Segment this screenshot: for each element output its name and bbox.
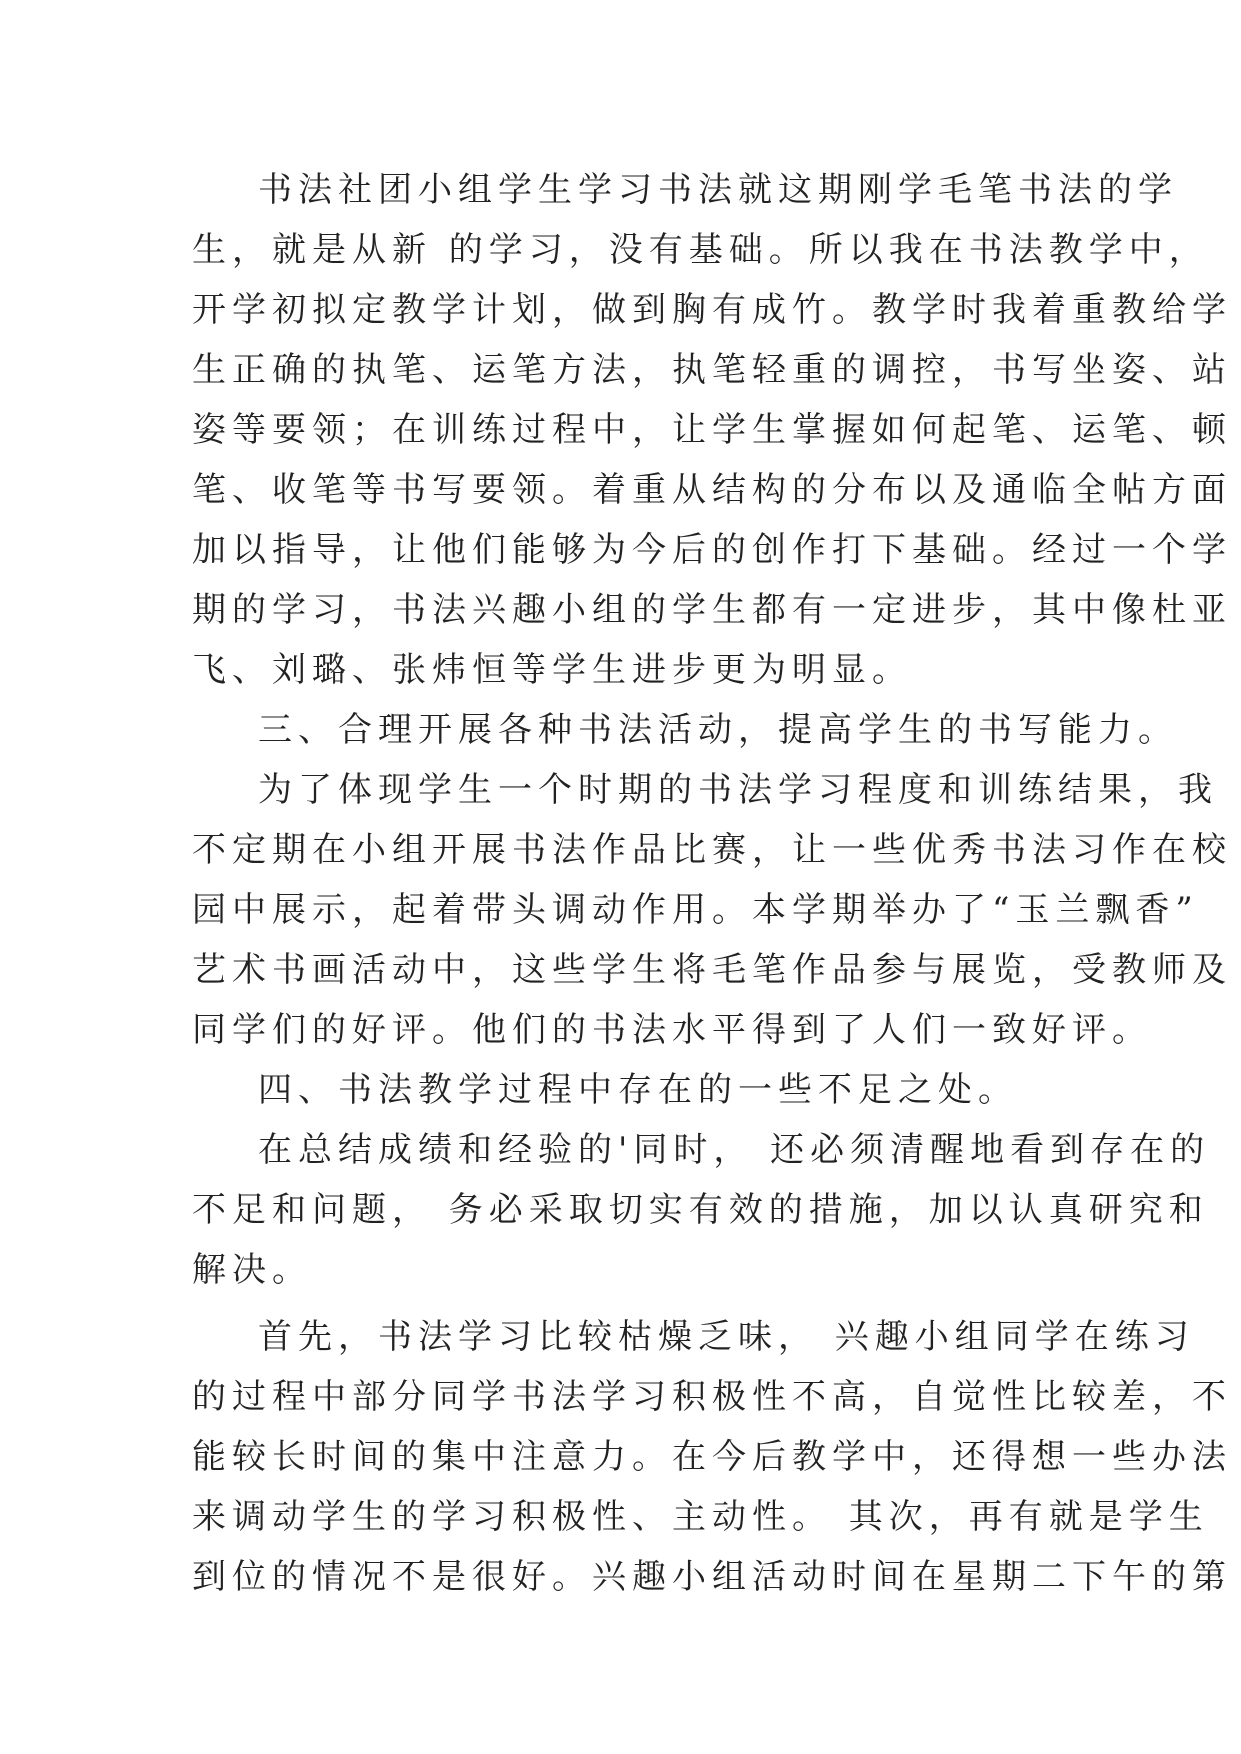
paragraph-line: 开学初拟定教学计划，做到胸有成竹。教学时我着重教给学 bbox=[192, 290, 1232, 330]
paragraph-line: 首先，书法学习比较枯燥乏味， 兴趣小组同学在练习 bbox=[258, 1317, 1195, 1357]
paragraph-line: 艺术书画活动中，这些学生将毛笔作品参与展览，受教师及 bbox=[192, 950, 1232, 990]
paragraph-line: 在总结成绩和经验的'同时， 还必须清醒地看到存在的 bbox=[258, 1130, 1211, 1170]
paragraph-line: 来调动学生的学习积极性、主动性。 其次，再有就是学生 bbox=[192, 1497, 1209, 1537]
section-heading: 四、书法教学过程中存在的一些不足之处。 bbox=[258, 1070, 1018, 1110]
paragraph-line: 笔、收笔等书写要领。着重从结构的分布以及通临全帖方面 bbox=[192, 470, 1232, 510]
paragraph-line: 不定期在小组开展书法作品比赛，让一些优秀书法习作在校 bbox=[192, 830, 1232, 870]
paragraph-line: 期的学习，书法兴趣小组的学生都有一定进步，其中像杜亚 bbox=[192, 590, 1232, 630]
paragraph-line: 生正确的执笔、运笔方法，执笔轻重的调控，书写坐姿、站 bbox=[192, 350, 1232, 390]
paragraph-line: 的过程中部分同学书法学习积极性不高，自觉性比较差，不 bbox=[192, 1377, 1232, 1417]
paragraph-line: 加以指导，让他们能够为今后的创作打下基础。经过一个学 bbox=[192, 530, 1232, 570]
paragraph-line: 园中展示，起着带头调动作用。本学期举办了“玉兰飘香” bbox=[192, 890, 1199, 930]
paragraph-line: 生，就是从新 的学习，没有基础。所以我在书法教学中， bbox=[192, 230, 1209, 270]
paragraph-line: 为了体现学生一个时期的书法学习程度和训练结果，我 bbox=[258, 770, 1218, 810]
paragraph-line: 同学们的好评。他们的书法水平得到了人们一致好评。 bbox=[192, 1010, 1152, 1050]
paragraph-line: 飞、刘璐、张炜恒等学生进步更为明显。 bbox=[192, 650, 912, 690]
paragraph-line: 到位的情况不是很好。兴趣小组活动时间在星期二下午的第 bbox=[192, 1557, 1232, 1597]
section-heading: 三、合理开展各种书法活动，提高学生的书写能力。 bbox=[258, 710, 1178, 750]
body-text bbox=[192, 160, 1232, 1607]
paragraph-line: 书法社团小组学生学习书法就这期刚学毛笔书法的学 bbox=[258, 170, 1178, 210]
paragraph-line: 不足和问题， 务必采取切实有效的措施，加以认真研究和 bbox=[192, 1190, 1209, 1230]
paragraph-line: 解决。 bbox=[192, 1250, 312, 1290]
paragraph-line: 姿等要领；在训练过程中，让学生掌握如何起笔、运笔、顿 bbox=[192, 410, 1232, 450]
paragraph-line: 能较长时间的集中注意力。在今后教学中，还得想一些办法 bbox=[192, 1437, 1232, 1477]
